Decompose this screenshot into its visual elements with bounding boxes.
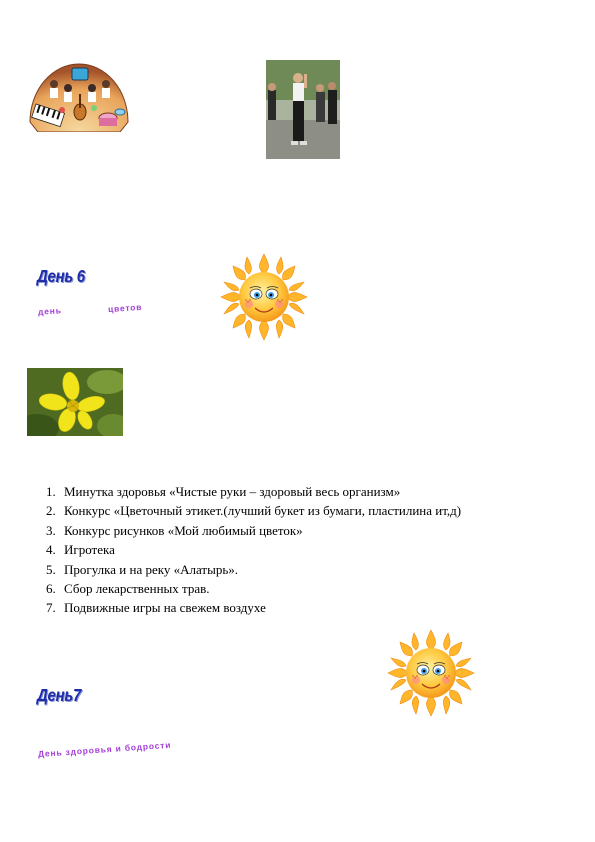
day6-subtitle-word2: цветов (107, 301, 143, 315)
day6-subtitle-word1: день (37, 305, 63, 317)
smiling-sun-icon (386, 628, 476, 718)
list-item: 4. Игротека (46, 542, 115, 558)
activity-list (46, 482, 461, 618)
list-item: 1. Минутка здоровья «Чистые руки – здоровый весь организм» (46, 484, 401, 499)
list-item: 3. Конкурс рисунков «Мой любимый цветок» (46, 522, 303, 538)
list-item: 7. Подвижные игры на свежем воздухе (46, 600, 266, 616)
smiling-sun-icon (219, 252, 309, 342)
day7-heading: День7 (37, 686, 81, 706)
list-item: 2. Конкурс «Цветочный этикет.(лучший букет из бумаги, пластилина ит,д) (46, 503, 462, 519)
list-item: 6. Сбор лекарственных трав. (46, 581, 210, 597)
yellow-flower-photo (27, 368, 123, 436)
day6-heading: День 6 (37, 267, 85, 287)
music-instruments-illustration (28, 60, 130, 132)
list-item: 5. Прогулка и на реку «Алатырь». (46, 561, 239, 577)
dancer-photo (266, 60, 340, 159)
day7-subtitle: День здоровья и бодрости (37, 739, 172, 759)
